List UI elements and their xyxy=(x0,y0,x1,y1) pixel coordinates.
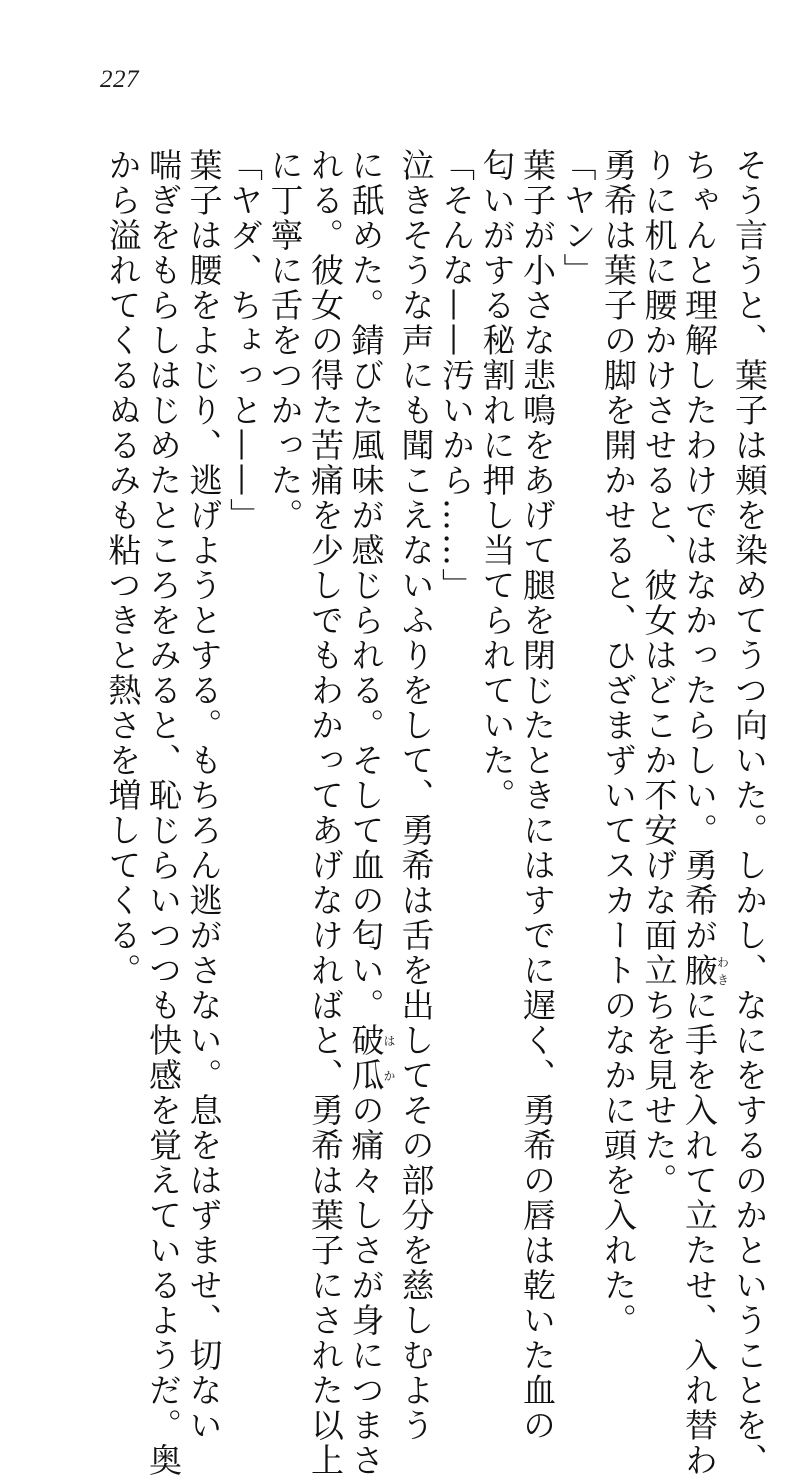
page-number: 227 xyxy=(100,66,139,93)
furigana-ruby xyxy=(346,1023,396,1093)
ruby-base: 腋 xyxy=(680,953,719,988)
text-line: りに机に腰かけさせると、彼女はどこか不安げな面立ちを見せた。 xyxy=(639,148,679,1198)
text-line-with-ruby-haka xyxy=(345,148,396,1478)
text-line: に丁寧に舌をつかった。 xyxy=(265,148,305,533)
text-segment: に手を入れて立たせ、入れ替わ xyxy=(680,988,719,1478)
text-line: 葉子は腰をよじり、逃げようとする。もちろん逃がさない。息をはずませ、切ない xyxy=(184,148,224,1443)
text-line: 「そんな——汚いから……」 xyxy=(437,148,476,603)
ruby-base: 破瓜 xyxy=(346,1023,386,1093)
furigana-ruby xyxy=(680,953,730,988)
text-segment: に舐めた。錆びた風味が感じられる。そして血の匂い。 xyxy=(346,148,386,1023)
text-segment: ちゃんと理解したわけではなかったらしい。勇希が xyxy=(680,148,719,953)
text-line: れる。彼女の得た苦痛を少しでもわかってあげなければと、勇希は葉子にされた以上 xyxy=(306,148,345,1478)
ruby-reading: はか xyxy=(382,1023,396,1093)
text-segment: の痛々しさが身につまさ xyxy=(346,1093,386,1478)
text-line: 匂いがする秘割れに押し当てられていた。 xyxy=(477,148,517,813)
text-line: 泣きそうな声にも聞こえないふりをして、勇希は舌を出してその部分を慈しむよう xyxy=(396,148,436,1443)
text-line: 葉子が小さな悲鳴をあげて腿を閉じたときにはすでに遅く、勇希の唇は乾いた血の xyxy=(518,148,557,1443)
vertical-text-body xyxy=(102,148,769,1478)
text-line: そう言うと、葉子は頬を染めてうつ向いた。しかし、なにをするのかということを、 xyxy=(730,148,769,1478)
ruby-reading: わき xyxy=(715,953,730,988)
text-line: 「ヤン」 xyxy=(558,148,598,288)
text-line: 喘ぎをもらしはじめたところをみると、恥じらいつつも快感を覚えているようだ。奥 xyxy=(144,148,183,1478)
text-line-with-ruby-waki xyxy=(679,148,730,1478)
text-line: から溢れてくるぬるみも粘つきと熱さを増してくる。 xyxy=(103,148,143,988)
text-line: 「ヤダ、ちょっと——」 xyxy=(225,148,264,533)
text-line: 勇希は葉子の脚を開かせると、ひざまずいてスカートのなかに頭を入れた。 xyxy=(599,148,638,1338)
